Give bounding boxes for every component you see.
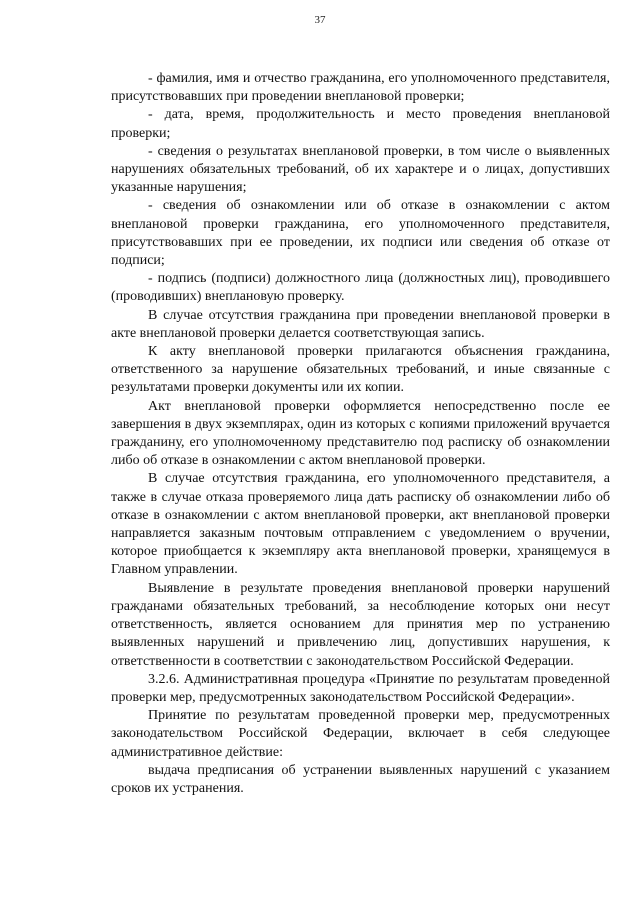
- list-item-date-time: - дата, время, продолжительность и место проведения внеплановой проверки;: [111, 107, 610, 141]
- paragraph-act-preparation: Акт внеплановой проверки оформляется непосредственно после ее завершения в двух экземплярах, один из которых с копиями приложений вручается гражданину, его уполномоченному представителю под расписку об ознакомлении либо об отказе в ознакомлении с актом внеплановой проверки.: [111, 398, 610, 469]
- list-item-results: - сведения о результатах внеплановой проверки, в том числе о выявленных нарушениях обязательных требований, об их характере и о лицах, допустивших указанные нарушения;: [111, 143, 610, 196]
- page-number: 37: [314, 14, 326, 26]
- paragraph-absence: В случае отсутствия гражданина при проведении внеплановой проверки в акте внеплановой проверки делается соответствующая запись.: [111, 307, 610, 341]
- section-heading-3-2-6: 3.2.6. Административная процедура «Принятие по результатам проведенной проверки мер, предусмотренных законодательством Российской Федерации».: [111, 671, 610, 705]
- paragraph-mailing: В случае отсутствия гражданина, его уполномоченного представителя, а также в случае отказа проверяемого лица дать расписку об ознакомлении либо об отказе в ознакомлении с актом внеплановой проверки, акт внеплановой проверки направляется заказным почтовым отправлением с уведомлением о вручении, которое приобщается к экземпляру акта внеплановой проверки, хранящемуся в Главном управлении.: [111, 471, 610, 578]
- paragraph-order: выдача предписания об устранении выявленных нарушений с указанием сроков их устранения.: [111, 762, 610, 796]
- document-body: [111, 70, 610, 798]
- paragraph-attachments: К акту внеплановой проверки прилагаются объяснения гражданина, ответственного за нарушение обязательных требований, и иные связанные с результатами проверки документы или их копии.: [111, 344, 610, 396]
- list-item-acquaintance: - сведения об ознакомлении или об отказе в ознакомлении с актом внеплановой проверки гражданина, его уполномоченного представителя, присутствовавших при ее проведении, их подписи или сведения об отказе от подписи;: [111, 198, 610, 269]
- list-item-signature: - подпись (подписи) должностного лица (должностных лиц), проводившего (проводивших) внеплановую проверку.: [111, 271, 610, 305]
- list-item-full-name: - фамилия, имя и отчество гражданина, его уполномоченного представителя, присутствовавших при проведении внеплановой проверки;: [111, 71, 610, 105]
- paragraph-violations: Выявление в результате проведения внеплановой проверки нарушений гражданами обязательных требований, за несоблюдение которых они несут ответственность, является основанием для принятия мер по устранению выявленных нарушений и привлечению лиц, допустивших нарушения, к ответственности в соответствии с законодательством Российской Федерации.: [111, 580, 610, 669]
- paragraph-measures: Принятие по результатам проведенной проверки мер, предусмотренных законодательством Российской Федерации, включает в себя следующее административное действие:: [111, 708, 610, 760]
